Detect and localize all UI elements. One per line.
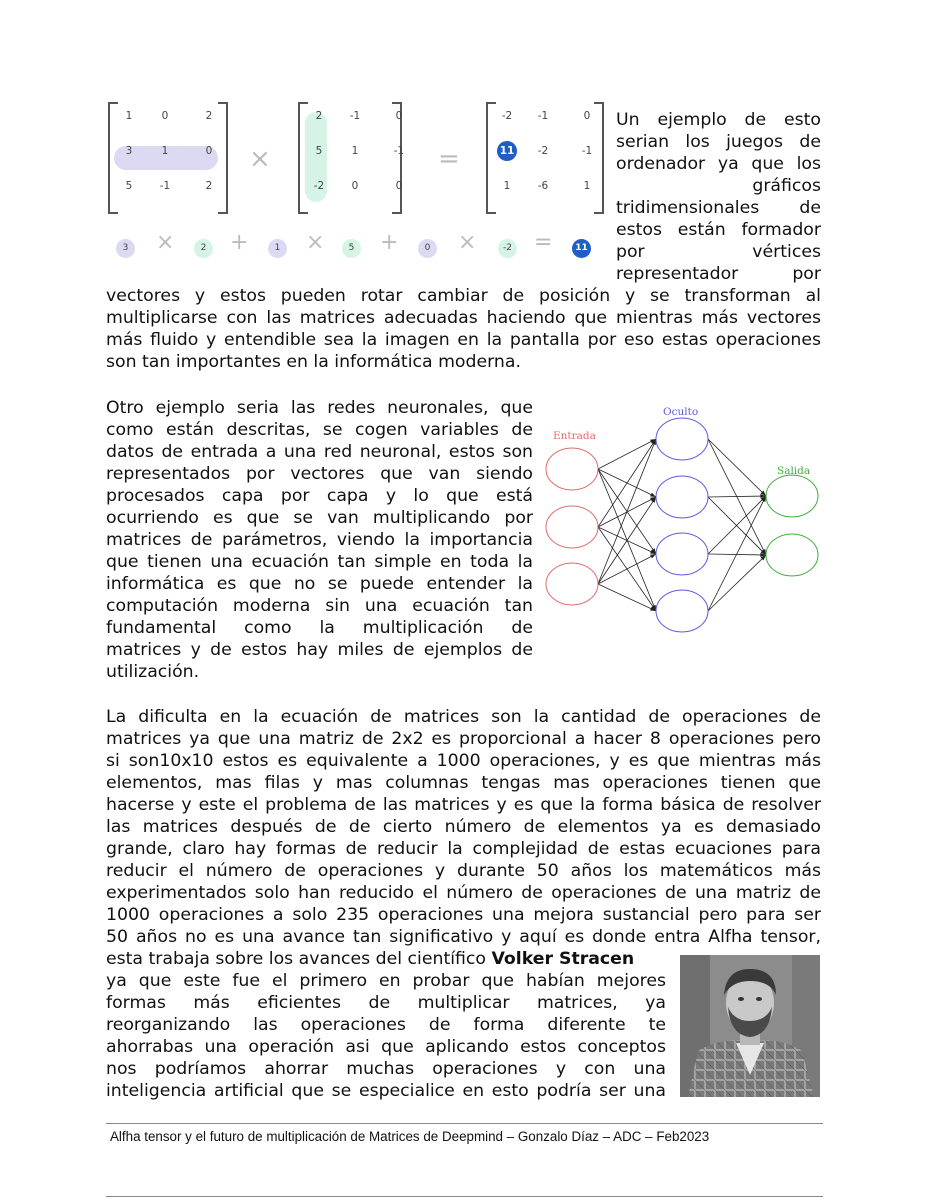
hidden-node [656,590,708,632]
text-line: informática es que no se puede entender la [106,574,533,594]
matrix-cell: -1 [537,110,549,122]
arrow-head [650,493,656,497]
matrix-cell: 0 [395,110,403,122]
matrix-multiplication-figure [106,102,606,282]
hidden-node [656,533,708,575]
text-line: Un ejemplo de esto [616,110,821,130]
matrix-cell: -1 [581,145,593,157]
connection-line [708,496,766,611]
connection-line [708,497,766,555]
neural-network-diagram [545,402,845,652]
expansion-operator: × [458,230,477,255]
output-layer-label: Salida [777,465,811,477]
connection-line [598,439,656,584]
matrix-cell: 0 [161,110,169,122]
text-line: las matrices después de de cierto número de elementos ya es demasiado [106,817,821,837]
paragraph-2 [106,397,533,683]
text-line: nos podríamos ahorrar muchas operaciones y con una [106,1059,666,1079]
times-symbol: × [249,144,271,174]
text-line: matrices de parámetros, viendo la importancia [106,530,533,550]
output-node [766,534,818,576]
expansion-term: 3 [116,239,135,258]
text-line: reducir el número de operaciones y durante 50 años los matemáticos más [106,861,821,881]
matrix-cell: 1 [351,145,359,157]
connection-line [708,496,766,497]
text-line: representador por [616,264,821,284]
matrix-cell: -1 [349,110,361,122]
expansion-operator: × [156,230,175,255]
text-line: serian los juegos de [616,132,821,152]
text-line: computación moderna sin una ecuación tan [106,596,533,616]
paragraph-3-full [106,706,821,948]
text-line: inteligencia artificial que se especialice en esto podría ser una [106,1081,666,1101]
input-layer-label: Entrada [553,430,596,442]
connection-line [598,584,656,611]
expansion-term: 11 [572,239,591,258]
text-line: experimentados solo han reducido el número de operaciones de una matriz de [106,883,821,903]
connection-line [708,555,766,611]
matrix-cell: -2 [313,180,325,192]
matrix-cell: 1 [583,180,591,192]
text-line: que tienen una ecuación tan simple en toda la [106,552,533,572]
text-line: reorganizando las operaciones de forma diferente te [106,1015,666,1035]
text-line: utilización. [106,662,200,682]
connection-line [598,439,656,527]
matrix-cell: 0 [583,110,591,122]
input-node [546,506,598,548]
connection-line [708,439,766,496]
expansion-operator: + [230,230,249,255]
matrix-cell: 3 [125,145,133,157]
input-node [546,563,598,605]
matrix-cell: -2 [537,145,549,157]
matrix-cell: 11 [497,141,517,161]
text-line: La dificulta en la ecuación de matrices son la cantidad de operaciones de [106,707,821,727]
matrix-cell: -2 [501,110,513,122]
text-line: como están descritas, se cogen variables de [106,420,533,440]
text-line: más fluido y entendible sea la imagen en la pantalla por eso estas operaciones [106,330,821,350]
matrix-cell: 0 [351,180,359,192]
expansion-operator: + [380,230,399,255]
matrix-cell: 0 [395,180,403,192]
connection-line [708,496,766,554]
input-node [546,448,598,490]
paragraph-3-narrow [106,970,666,1102]
matrix-cell: 5 [315,145,323,157]
matrix-cell: 2 [315,110,323,122]
expansion-term: 2 [194,239,213,258]
expansion-operator: = [534,230,553,255]
connection-line [598,439,656,469]
hidden-layer-label: Oculto [663,406,699,418]
text-line: matrices y de estos hay miles de ejemplos de [106,640,533,660]
text-line: son tan importantes en la informática moderna. [106,352,521,372]
hidden-node [656,418,708,460]
text-line: matrices ya que una matriz de 2x2 es proporcional a hacer 8 operaciones pero [106,729,821,749]
text-line: Otro ejemplo seria las redes neuronales, que [106,398,533,418]
hidden-node [656,476,708,518]
text-line: si son10x10 estos es equivalente a 1000 operaciones, y es que mientras más [106,751,821,771]
connection-line [598,497,656,584]
line-prefix: esta trabaja sobre los avances del científico [106,949,492,969]
matrix-cell: 2 [205,110,213,122]
connection-line [598,554,656,584]
text-line: vectores y estos pueden rotar cambiar de posición y se transforman al [106,286,821,306]
paragraph-1-right-column [616,109,821,285]
text-line: ya que este fue el primero en probar que habían mejores [106,971,666,991]
text-line: fundamental como la multiplicación de [106,618,533,638]
text-line: grande, claro hay formas de reducir la complejidad de estas ecuaciones para [106,839,821,859]
matrix-cell: 2 [205,180,213,192]
matrix-cell: -1 [393,145,405,157]
expansion-operator: × [306,230,325,255]
text-line: por vértices [616,242,821,262]
scientist-name: Volker Stracen [491,949,635,969]
expansion-term: 1 [268,239,287,258]
matrix-cell: 5 [125,180,133,192]
expansion-term: 5 [342,239,361,258]
text-line: procesados capa por capa y lo que está [106,486,533,506]
equals-symbol: = [438,144,460,174]
text-line: multiplicarse con las matrices adecuadas haciendo que mientras más vectores [106,308,821,328]
matrix-cell: 1 [503,180,511,192]
matrix-cell: 1 [161,145,169,157]
arrow-head [650,554,656,558]
text-line: elementos, mas filas y mas columnas tengas mas operaciones tienen que [106,773,821,793]
matrix-cell: 0 [205,145,213,157]
text-line: formas más eficientes de multiplicar matrices, ya [106,993,666,1013]
expansion-term: 0 [418,239,437,258]
footer-top-rule [106,1123,823,1124]
output-node [766,475,818,517]
text-line: ordenador ya que los [616,154,821,174]
text-line: estos están formador [616,220,821,240]
footer-text: Alfha tensor y el futuro de multiplicación de Matrices de Deepmind – Gonzalo Díaz – ADC – Feb2023 [110,1129,710,1144]
page-bottom-rule [106,1196,823,1197]
text-line: datos de entrada a una red neuronal, estos son [106,442,533,462]
text-line: 1000 operaciones a solo 235 operaciones una mejora sustancial pero para ser [106,905,821,925]
text-line: gráficos [752,176,821,196]
paragraph-1-full [106,285,821,373]
text-line: hacerse y este el problema de las matrices y es que la forma básica de resolver [106,795,821,815]
portrait-photo [680,955,820,1097]
matrix-cell: -6 [537,180,549,192]
text-line: ahorrabas una operación asi que aplicando estos conceptos [106,1037,666,1057]
text-line: ocurriendo es que se van multiplicando por [106,508,533,528]
text-line: representados por vectores que van siendo [106,464,533,484]
text-line: 50 años no es una avance tan significativo y aquí es donde entra Alfha tensor, [106,927,821,947]
expansion-term: -2 [498,239,517,258]
text-line: tridimensionales de [616,198,821,218]
matrix-cell: -1 [159,180,171,192]
matrix-cell: 1 [125,110,133,122]
